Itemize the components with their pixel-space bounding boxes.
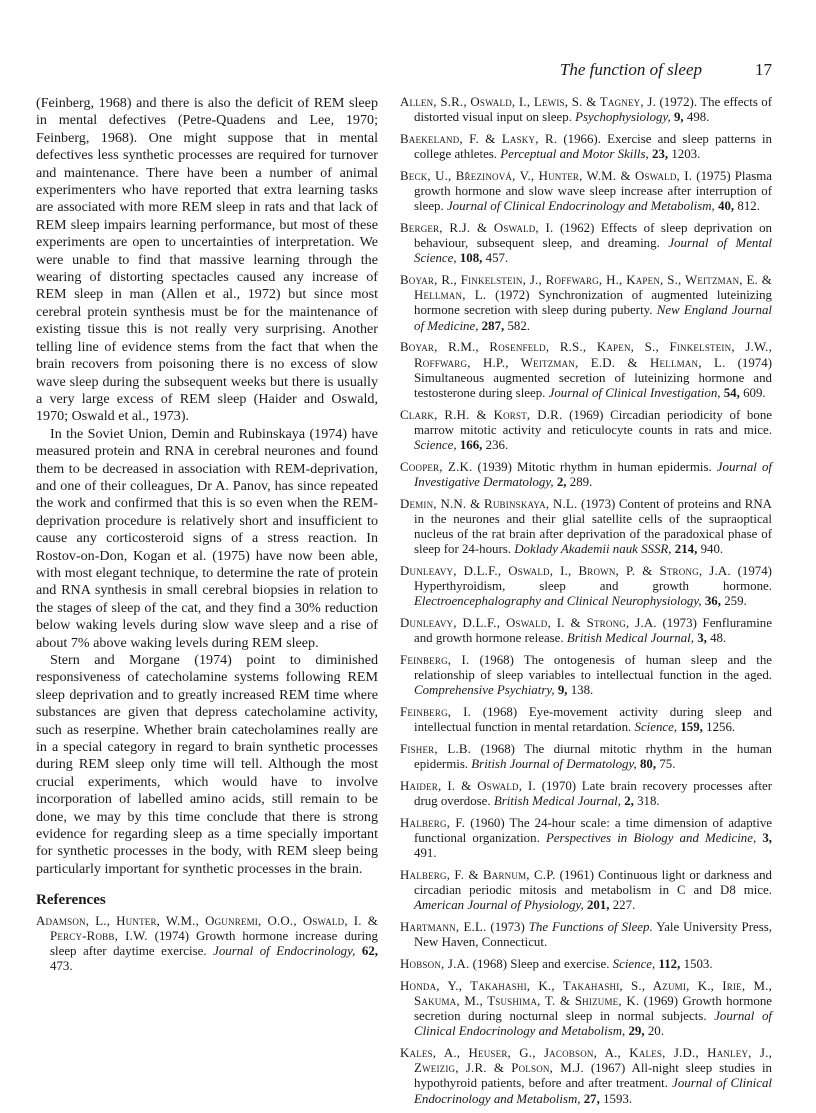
reference-authors: Dunleavy, D.L.F., Oswald, I., Brown, P. & Strong, J.A. — [400, 563, 731, 578]
reference-authors: Boyar, R.M., Rosenfeld, R.S., Kapen, S., Finkelstein, J.W., Roffwarg, H.P., Weitzman, E.D. & Hellman, L. — [400, 340, 772, 370]
reference-pages: 457. — [485, 251, 509, 266]
reference-journal: British Journal of Dermatology, — [471, 757, 637, 772]
reference-pages: 259. — [724, 594, 747, 609]
reference-authors: Honda, Y., Takahashi, K., Takahashi, S., Azumi, K., Irie, M., Sakuma, M., Tsushima, T. & Shizume, K. — [400, 978, 772, 1008]
reference-journal: Journal of Clinical Endocrinology and Metabolism, — [446, 199, 715, 214]
reference-year: (1969) — [569, 407, 604, 422]
reference-pages: 138. — [570, 683, 594, 698]
reference-journal: American Journal of Physiology, — [414, 898, 584, 913]
reference-title: Growth hormone increase during sleep after daytime exercise. — [50, 928, 378, 959]
reference-journal: Journal of Clinical Endocrinology and Metabolism, — [414, 1009, 772, 1039]
reference-year: (1968) — [472, 956, 508, 971]
reference-authors: Demin, N.N. & Rubinskaya, N.L. — [400, 496, 578, 511]
reference-journal: Journal of Clinical Investigation, — [548, 385, 721, 400]
reference-item — [400, 132, 772, 162]
reference-item — [400, 221, 772, 267]
reference-pages: 48. — [710, 631, 727, 646]
reference-journal: Journal of Mental Science, — [414, 236, 772, 266]
reference-volume: 159, — [680, 720, 703, 735]
reference-title: All-night sleep studies in hypothyroid patients, before and after treatment. — [414, 1061, 772, 1091]
reference-authors: Clark, R.H. & Korst, D.R. — [400, 407, 563, 422]
reference-item — [400, 742, 772, 772]
reference-year: (1968) — [479, 653, 514, 667]
reference-pages: Yale University Press, New Haven, Connecticut. — [414, 920, 772, 950]
reference-volume: 287, — [481, 318, 505, 333]
reference-item — [400, 705, 772, 735]
reference-pages: 75. — [659, 757, 676, 772]
reference-item — [400, 497, 772, 558]
reference-pages: 20. — [647, 1024, 664, 1039]
reference-volume: 29, — [628, 1024, 645, 1039]
reference-year: (1961) — [559, 867, 595, 882]
page-header — [36, 56, 772, 80]
reference-authors: Beck, U., Březinová, V., Hunter, W.M. & Oswald, I. — [400, 168, 693, 183]
reference-item — [36, 914, 378, 975]
reference-volume: 166, — [459, 438, 483, 453]
reference-year: (1974) — [737, 563, 772, 578]
reference-journal: Psychophysiology, — [575, 110, 671, 125]
reference-year: (1967) — [590, 1061, 626, 1076]
reference-authors: Adamson, L., Hunter, W.M., Ogunremi, O.O., Oswald, I. & Percy-Robb, I.W. — [36, 913, 378, 943]
reference-journal: Electroencephalography and Clinical Neurophysiology, — [414, 594, 702, 609]
reference-title: Synchronization of augmented luteinizing hormone secretion with sleep during puberty. — [414, 288, 772, 318]
reference-item — [400, 273, 772, 334]
reference-year: (1972). — [659, 95, 698, 109]
reference-item — [400, 957, 772, 972]
reference-title: Exercise and sleep patterns in college athletes. — [414, 131, 772, 162]
references-list-right — [400, 95, 772, 1107]
reference-year: (1966). — [563, 131, 601, 146]
reference-authors: Berger, R.J. & Oswald, I. — [400, 220, 554, 235]
right-column — [400, 95, 772, 1113]
reference-authors: Halberg, F. — [400, 815, 466, 830]
reference-title: Continuous light or darkness and circadian periodic mitosis and metabolism in C and D8 mice. — [414, 867, 772, 898]
reference-authors: Feinberg, I. — [400, 653, 470, 667]
reference-volume: 214, — [674, 542, 698, 557]
reference-year: (1973) — [490, 920, 525, 935]
reference-authors: Cooper, Z.K. — [400, 459, 473, 474]
reference-year: (1974) — [737, 355, 772, 370]
reference-item — [400, 340, 772, 401]
running-head: The function of sleep — [559, 60, 702, 79]
reference-authors: Boyar, R., Finkelstein, J., Roffwarg, H., Kapen, S., Weitzman, E. & Hellman, L. — [400, 273, 772, 303]
reference-authors: Fisher, L.B. — [400, 742, 472, 757]
reference-pages: 812. — [737, 199, 760, 214]
reference-pages: 1503. — [683, 956, 713, 971]
reference-pages: 609. — [743, 385, 766, 400]
reference-title: The ontogenesis of human sleep and the relationship of sleep variables to intellectual function in the aged. — [414, 653, 772, 683]
reference-authors: Haider, I. & Oswald, I. — [400, 778, 536, 793]
reference-title: Hyperthyroidism, sleep and growth hormone. — [414, 579, 772, 594]
reference-title: The 24-hour scale: a time dimension of adaptive functional organization. — [414, 815, 772, 846]
reference-journal: Perspectives in Biology and Medicine, — [545, 831, 757, 846]
reference-item — [400, 1046, 772, 1107]
reference-authors: Hobson, J.A. — [400, 956, 470, 971]
reference-journal: New England Journal of Medicine, — [414, 303, 772, 333]
reference-item — [400, 616, 772, 646]
reference-volume: 40, — [718, 199, 735, 214]
reference-year: (1972) — [495, 288, 530, 303]
reference-volume: 2, — [556, 474, 567, 489]
reference-volume: 112, — [658, 956, 681, 971]
reference-volume: 23, — [651, 147, 669, 162]
reference-authors: Allen, S.R., Oswald, I., Lewis, S. & Tagney, J. — [400, 95, 657, 109]
reference-pages: 473. — [50, 959, 73, 974]
reference-authors: Kales, A., Heuser, G., Jacobson, A., Kales, J.D., Hanley, J., Zweizig, J.R. & Polson, M.J. — [400, 1045, 772, 1076]
reference-volume: 3, — [697, 631, 707, 646]
reference-journal: Science, — [612, 956, 656, 971]
reference-authors: Halberg, F. & Barnum, C.P. — [400, 867, 556, 882]
reference-year: (1970) — [541, 778, 577, 793]
reference-authors: Dunleavy, D.L.F., Oswald, I. & Strong, J.A. — [400, 616, 657, 631]
page-number: 17 — [755, 60, 772, 79]
reference-volume: 36, — [704, 594, 721, 609]
reference-title: Growth hormone secretion during nocturnal sleep in normal subjects. — [414, 993, 772, 1024]
reference-title: Content of proteins and RNA in the neurones and their glial satellite cells of the supraoptical nucleus of the rat brain after deprivation of the paradoxical phase of sleep for 24-hours. — [414, 496, 772, 557]
reference-item — [400, 408, 772, 454]
reference-item — [400, 564, 772, 610]
reference-volume: 3, — [762, 831, 772, 846]
reference-volume: 80, — [639, 757, 657, 772]
reference-volume: 2, — [624, 794, 634, 809]
reference-volume: 9, — [673, 110, 684, 125]
references-list-left — [36, 914, 378, 975]
reference-journal: Journal of Clinical Endocrinology and Metabolism, — [414, 1076, 772, 1106]
reference-year: (1968) — [480, 742, 515, 757]
reference-year: (1962) — [560, 220, 595, 235]
reference-journal: Doklady Akademii nauk SSSR, — [514, 542, 672, 557]
reference-year: (1973) — [662, 616, 697, 631]
reference-volume: 27, — [583, 1091, 600, 1106]
reference-item — [400, 169, 772, 215]
reference-title: Fenfluramine and growth hormone release. — [414, 616, 772, 646]
reference-volume: 62, — [361, 944, 378, 959]
reference-authors: Baekeland, F. & Lasky, R. — [400, 131, 558, 146]
reference-pages: 498. — [686, 110, 710, 125]
reference-item — [400, 779, 772, 809]
reference-journal: Journal of Investigative Dermatology, — [414, 459, 772, 489]
reference-pages: 491. — [414, 846, 437, 861]
reference-year: (1968) — [482, 705, 518, 720]
reference-pages: 289. — [569, 474, 593, 489]
reference-volume: 108, — [459, 251, 483, 266]
reference-year: (1969) — [643, 993, 679, 1008]
reference-journal: British Medical Journal, — [493, 794, 621, 809]
reference-item — [400, 920, 772, 950]
reference-item — [400, 95, 772, 125]
reference-journal: British Medical Journal, — [566, 631, 694, 646]
reference-item — [400, 868, 772, 914]
reference-title: Sleep and exercise. — [510, 956, 610, 971]
reference-year: (1960) — [470, 815, 505, 830]
reference-pages: 1203. — [671, 147, 701, 162]
reference-journal: The Functions of Sleep. — [528, 920, 653, 935]
left-column — [36, 95, 378, 981]
reference-journal: Science, — [634, 720, 678, 735]
reference-year: (1975) — [696, 168, 731, 183]
reference-title: The diurnal mitotic rhythm in the human epidermis. — [414, 742, 772, 772]
reference-journal: Comprehensive Psychiatry, — [414, 683, 555, 698]
reference-journal: Science, — [414, 438, 457, 453]
body-paragraph-1: (Feinberg, 1968) and there is also the deficit of REM sleep in mental defectives (Petre-Quadens and Lee, 1970; Feinberg, 1968). One might suppose that in mental defectives less synthetic processes are required for turnover and maintenance. There have been a number of animal experimenters who have reported that extra learning tasks are associated with more REM sleep in rats and that lack of REM sleep impairs learning performance, but most of these experiments are open to uncertainties of interpretation. We were unable to find that massive learning through the wearing of distorting spectacles caused any increase of REM sleep in man (Allen et al., 1972) but since most cerebral protein synthesis must be for the maintenance of existing tissue this is not really very surprising. Another telling line of evidence stems from the fact that when the brain recovers from poisoning there is no excess of slow wave sleep during the subsequent weeks but there is usually a very large excess of REM sleep (Haider and Oswald, 1970; Oswald et al., 1973). — [36, 95, 378, 425]
reference-volume: 9, — [557, 683, 568, 698]
body-paragraph-3: Stern and Morgane (1974) point to diminished responsiveness of catecholamine systems following REM sleep deprivation and to greatly increased REM time where substances are given that depress catecholamine activity, such as reserpine. Whether brain catecholamines really are in a special category in regard to brain synthetic processes during REM sleep only time will tell. Although the most crucial experiments, which would have to involve incorporation of labelled amino acids, still remain to be done, we may by this time conclude that there is strong evidence for regarding sleep as a time specially important for synthetic processes in the body, with REM sleep being particularly important for synthetic processes in the brain. — [36, 652, 378, 877]
reference-pages: 1256. — [706, 720, 736, 735]
body-paragraph-2: In the Soviet Union, Demin and Rubinskaya (1974) have measured protein and RNA in cerebral neurones and found them to be decreased in association with REM-deprivation, and one of their colleagues, Dr A. Panov, has since repeated the work and confirmed that this is so even when the REM-deprivation procedure is relatively short and insufficient to cause any corticosteroid signs of a stress reaction. In Rostov-on-Don, Kogan et al. (1975) have now been able, with most elegant technique, to determine the rate of protein and RNA synthesis in small cerebral biopsies in relation to the stages of sleep of the cat, and they find a 30% reduction below waking levels during slow wave sleep and a rise of about 7% above waking levels during REM sleep. — [36, 425, 378, 651]
reference-item — [400, 979, 772, 1040]
reference-pages: 318. — [637, 794, 660, 809]
reference-year: (1973) — [580, 496, 616, 511]
reference-authors: Hartmann, E.L. — [400, 920, 487, 935]
reference-title: Mitotic rhythm in human epidermis. — [517, 459, 712, 474]
reference-title: Circadian periodicity of bone marrow mitotic activity and reticulocyte counts in rats and mice. — [414, 407, 772, 437]
reference-year: (1939) — [477, 459, 512, 474]
reference-volume: 54, — [723, 385, 740, 400]
references-heading: References — [36, 892, 106, 909]
reference-title: Plasma growth hormone and slow wave sleep increase after interruption of sleep. — [414, 168, 772, 214]
reference-pages: 236. — [485, 438, 509, 453]
reference-pages: 227. — [612, 898, 636, 913]
reference-title: Late brain recovery processes after drug overdose. — [414, 778, 773, 809]
reference-journal: Perceptual and Motor Skills, — [500, 147, 649, 162]
reference-pages: 940. — [700, 542, 724, 557]
reference-volume: 201, — [586, 898, 610, 913]
reference-journal: Journal of Endocrinology, — [213, 944, 356, 959]
reference-item — [400, 460, 772, 490]
reference-authors: Feinberg, I. — [400, 705, 472, 720]
reference-title: Simultaneous augmented secretion of luteinizing hormone and testosterone during sleep. — [414, 370, 772, 400]
reference-pages: 1593. — [603, 1091, 633, 1106]
reference-title: The effects of distorted visual input on sleep. — [414, 95, 772, 125]
reference-year: (1974) — [154, 928, 190, 943]
reference-title: Eye-movement activity during sleep and intellectual function in mental retardation. — [414, 705, 772, 735]
reference-item — [400, 816, 772, 862]
reference-item — [400, 653, 772, 699]
reference-pages: 582. — [507, 318, 531, 333]
reference-title: Effects of sleep deprivation on behaviour, subsequent sleep, and dreaming. — [414, 220, 772, 251]
